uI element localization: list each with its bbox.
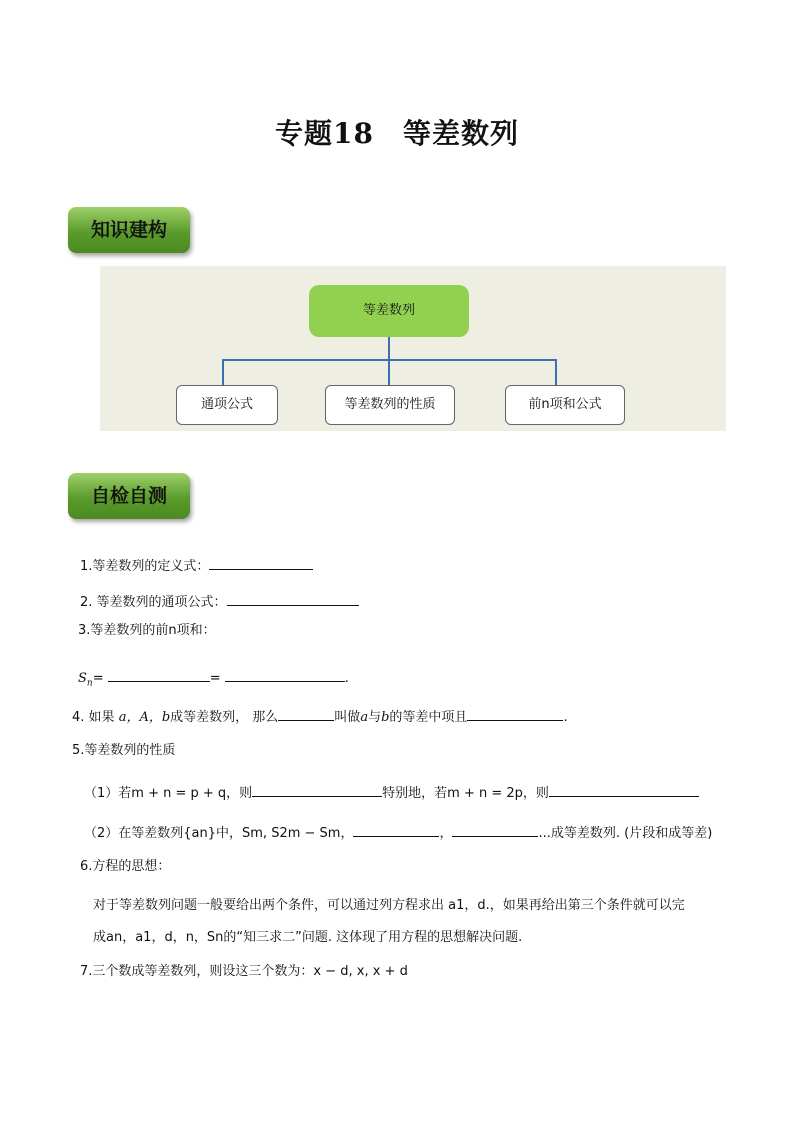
connector-line xyxy=(388,359,390,385)
answer-blank[interactable] xyxy=(209,555,313,570)
question-2: 2. 等差数列的通项公式： xyxy=(80,591,359,612)
question-1: 1.等差数列的定义式： xyxy=(80,555,313,576)
diagram-root-node: 等差数列 xyxy=(309,285,469,337)
section-header-knowledge: 知识建构 xyxy=(68,207,190,253)
answer-blank[interactable] xyxy=(467,706,563,721)
question-5-1: （1）若m + n = p + q，则 特别地，若m + n = 2p，则 xyxy=(84,782,699,803)
answer-blank[interactable] xyxy=(353,822,439,837)
connector-line xyxy=(388,337,390,359)
question-6-line-2: 成an，a1，d，n，Sn的“知三求二”问题. 这体现了用方程的思想解决问题. xyxy=(93,930,523,945)
question-3: 3.等差数列的前n项和： xyxy=(78,623,216,638)
answer-blank[interactable] xyxy=(227,591,359,606)
question-4: 4. 如果 a，A，b成等差数列， 那么 叫做a与b的等差中项且 . xyxy=(72,706,568,727)
diagram-node-properties: 等差数列的性质 xyxy=(325,385,455,425)
answer-blank[interactable] xyxy=(278,706,334,721)
section-header-selftest: 自检自测 xyxy=(68,473,190,519)
answer-blank[interactable] xyxy=(108,667,210,682)
diagram-node-sum-formula: 前n项和公式 xyxy=(505,385,625,425)
question-6: 6.方程的思想： xyxy=(80,859,171,874)
question-7: 7.三个数成等差数列，则设这三个数为：x − d, x, x + d xyxy=(80,964,408,979)
page-title: 专题18 等差数列 xyxy=(275,117,519,150)
answer-blank[interactable] xyxy=(549,782,699,797)
connector-line xyxy=(222,359,224,385)
diagram-node-general-term: 通项公式 xyxy=(176,385,278,425)
question-3-formula: $S_n=$ = . xyxy=(78,667,349,693)
connector-line xyxy=(555,359,557,385)
answer-blank[interactable] xyxy=(252,782,382,797)
question-6-line-1: 对于等差数列问题一般要给出两个条件，可以通过列方程求出 a1，d.，如果再给出第三个条件就可以完 xyxy=(93,898,685,913)
concept-diagram xyxy=(100,266,726,431)
question-5-2: （2）在等差数列{an}中，Sm, S2m − Sm， ， ...成等差数列. (片段和成等差) xyxy=(84,822,712,843)
answer-blank[interactable] xyxy=(452,822,538,837)
answer-blank[interactable] xyxy=(225,667,345,682)
question-5: 5.等差数列的性质 xyxy=(72,743,176,758)
